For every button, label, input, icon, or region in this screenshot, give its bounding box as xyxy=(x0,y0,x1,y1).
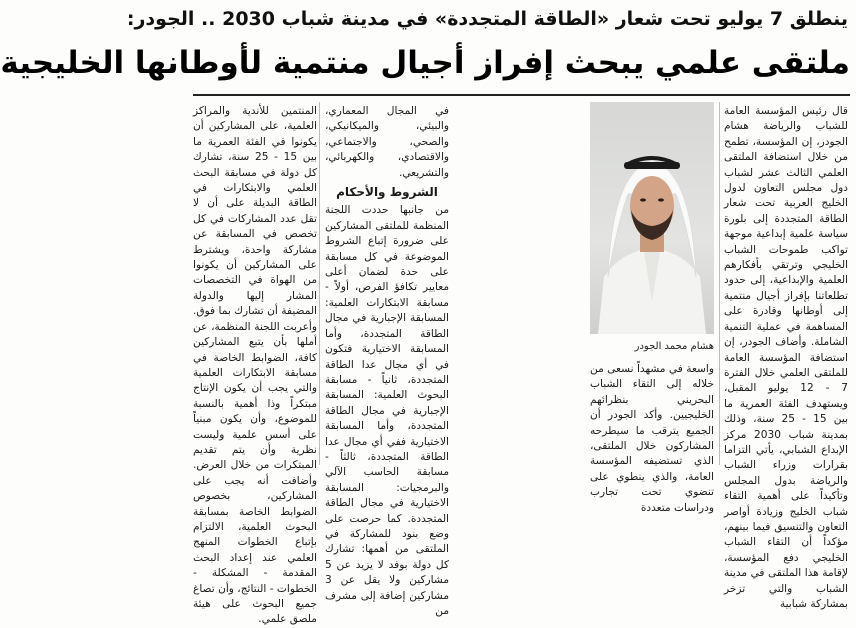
column-4-text: المنتمين للأندية والمراكز العلمية، على المشاركين أن يكونوا في الفئة العمرية ما بين 15 - 25 سنة، تشارك كل دولة في مسابقة البحث العلمي والابتكارات في الطاقة البديلة على أن لا تقل عدد المشاركات في كل تخصص في المسابقة عن مشاركة واحدة، ويشترط على المشاركين أن يكونوا من الهواة في التخصصات المشار إليها والدولة المضيفة أن تشارك بما فوق. وأعربت اللجنة المنظمة، عن أملها بأن يتبع المشاركين كافة، الضوابط الخاصة في مسابقة الابتكارات العلمية والتي يجب أن يكون الإنتاج مبتكراً وذا أهمية بالنسبة للموضوع، وأن يكون مبنياً على أسس علمية وليست نظرية وأن يتم تقديم المبتكرات من خلال العرض. وأضافت أنه يجب على المشاركين، بخصوص الضوابط الخاصة بمسابقة البحوث العلمية، الالتزام بإتباع الخطوات المنهج العلمي عند إعداد البحث المقدمة - المشكلة - الخطوات - النتائج، وأن تصاغ جميع البحوث على هيئة ملصق علمي. xyxy=(193,105,318,626)
column-1-text: قال رئيس المؤسسة العامة للشباب والرياضة هشام الجودر، إن المؤسسة، تطمح من خلال استضافة الملتقى العلمي الثالث عشر لشباب دول مجلس التعاون لدول الخليج العربية تحت شعار الطاقة المتجددة إلى بلورة سياسة علمية إبداعية موجهة تواكب طموحات الشباب الخليجي وترتقي بأفكارهم العلمية والإبداعية، إلى حدود تطلعاتنا بإفراز أجيال منتمية إلى أوطانها وقادرة على المساهمة في عملية التنمية الشاملة. وأضاف الجودر، إن استضافة المؤسسة العامة للملتقى العلمي خلال الفترة 7 - 12 يوليو المقبل، ويستهدف الفئة العمرية ما بين 15 - 25 سنة، وذلك بمدينة شباب 2030 مركز الإبداع الشبابي، يأتي التزاما بقرارات وزراء الشباب والرياضة بدول المجلس وتأكيداً على أهمية التقاء شباب الخليج وزيادة أواصر التعاون والتنسيق فيما بينهم، مؤكداً أن التقاء الشباب الخليجي دفع المؤسسة، لإقامة هذا الملتقى في مدينة الشباب والتي تزخر بمشاركة شبابية xyxy=(724,105,849,610)
conditions-subheading: الشروط والأحكام xyxy=(336,185,438,200)
article-column-1 xyxy=(724,104,849,610)
column-3-text-b: من جانبها حددت اللجنة المنظمة للملتقى المشاركين على ضرورة إتباع الشروط الموضوعة في كل مسابقة على حدة لضمان أعلى معايير تكافؤ الفرص، أولاً - مسابقة الابتكارات العلمية: المسابقة الإجبارية في مجال الطاقة المتجددة، وأما المسابقة الاختيارية فتكون في أي مجال عدا الطاقة المتجددة، ثانياً - مسابقة البحوث العلمية: المسابقة الإجبارية في مجال الطاقة المتجددة، وأما المسابقة الاختيارية ففي أي مجال عدا الطاقة المتجددة، ثالثاً - مسابقة الحاسب الآلي والبرمجيات: المسابقة الاختيارية في مجال الطاقة المتجددة. كما حرصت على وضع بنود للمشاركة في الملتقى من أهمها: تشارك كل دولة بوفد لا يزيد عن 5 مشاركين ولا يقل عن 3 مشاركين إضافة إلى مشرف من xyxy=(325,204,449,617)
column-divider xyxy=(719,102,720,465)
column-divider xyxy=(319,102,320,465)
portrait-photo xyxy=(590,102,714,334)
article-column-3 xyxy=(325,104,449,617)
headline: ملتقى علمي يبحث إفراز أجيال منتمية لأوطانها الخليجية xyxy=(0,45,850,81)
article-column-4 xyxy=(193,104,318,626)
kicker-line: ينطلق 7 يوليو تحت شعار «الطاقة المتجددة» في مدينة شباب 2030 .. الجودر: xyxy=(126,8,848,30)
column-2-text: واسعة في مشهداً نسعى من خلاله إلى التقاء الشباب البحريني بنظرائهم الخليجيين. وأكد الجودر أن الجميع يترقب ما سيطرحه المشاركون خلال الملتقى، الذي تستضيفه المؤسسة العامة، والذي ينطوي على تنضوي تحت تجارب ودراسات متعددة xyxy=(590,363,714,514)
article-column-2 xyxy=(590,362,714,514)
photo-caption: هشام محمد الجودر xyxy=(634,341,714,352)
column-3-text-a: في المجال المعماري، والبيئي، والميكانيكي، والصحي، والاجتماعي، والاقتصادي، والكهربائي، والتشريعي. xyxy=(325,105,449,179)
headline-rule xyxy=(193,94,850,96)
portrait-figure xyxy=(590,102,714,334)
